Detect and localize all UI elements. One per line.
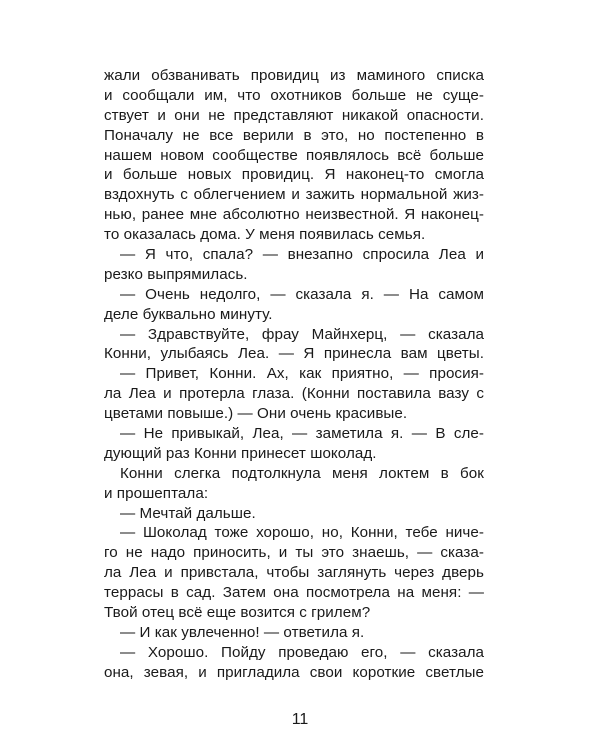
- text-line: нашем новом сообществе появлялось всё больше: [104, 146, 484, 164]
- text-line: вздохнуть с облегчением и зажить нормальной жиз-: [104, 186, 484, 204]
- text-line: дующий раз Конни принесет шоколад.: [104, 444, 377, 462]
- text-line: Конни слегка подтолкнула меня локтем в бок: [120, 464, 484, 482]
- text-line: террасы в сад. Затем она посмотрела на меня: —: [104, 584, 484, 602]
- text-line: — Не привыкай, Леа, — заметила я. — В сле-: [120, 425, 484, 443]
- text-line: и больше новых провидиц. Я наконец-то смогла: [104, 166, 484, 184]
- text-line: ла Леа и привстала, чтобы заглянуть через дверь: [104, 564, 484, 582]
- text-line: то оказалась дома. У меня появилась семья.: [104, 226, 426, 244]
- text-line: и прошептала:: [104, 484, 209, 502]
- text-line: ствует и они не представляют никакой опасности.: [104, 106, 484, 124]
- text-line: деле буквально минуту.: [104, 305, 273, 323]
- text-line: и сообщали им, что охотников больше не суще-: [104, 86, 484, 104]
- text-line: ла Леа и протерла глаза. (Конни поставила вазу с: [104, 385, 484, 403]
- text-line: — И как увлеченно! — ответила я.: [120, 623, 365, 641]
- text-line: го не надо приносить, и ты это знаешь, — сказа-: [104, 544, 484, 562]
- text-line: Поначалу не все верили в это, но постепенно в: [104, 126, 484, 144]
- page-number: 11: [291, 711, 309, 728]
- text-line: — Я что, спала? — внезапно спросила Леа и: [120, 246, 484, 264]
- text-line: цветами повыше.) — Они очень красивые.: [104, 405, 408, 423]
- text-line: нью, ранее мне абсолютно неизвестной. Я наконец-: [104, 206, 484, 224]
- text-line: — Здравствуйте, фрау Майнхерц, — сказала: [120, 325, 484, 343]
- text-line: — Мечтай дальше.: [120, 504, 256, 522]
- text-line: жали обзванивать провидиц из маминого списка: [104, 67, 484, 84]
- text-line: она, зевая, и пригладила свои короткие светлые: [104, 663, 484, 681]
- text-line: — Хорошо. Пойду проведаю его, — сказала: [120, 643, 484, 661]
- text-line: Твой отец всё еще возится с грилем?: [104, 604, 371, 622]
- text-line: — Шоколад тоже хорошо, но, Конни, тебе ниче-: [120, 524, 484, 542]
- text-line: — Очень недолго, — сказала я. — На самом: [120, 285, 484, 303]
- body-text: [104, 66, 484, 683]
- text-line: Конни, улыбаясь Леа. — Я принесла вам цветы.: [104, 345, 484, 363]
- text-line: резко выпрямилась.: [104, 265, 248, 283]
- text-line: — Привет, Конни. Ах, как приятно, — просия-: [120, 365, 484, 383]
